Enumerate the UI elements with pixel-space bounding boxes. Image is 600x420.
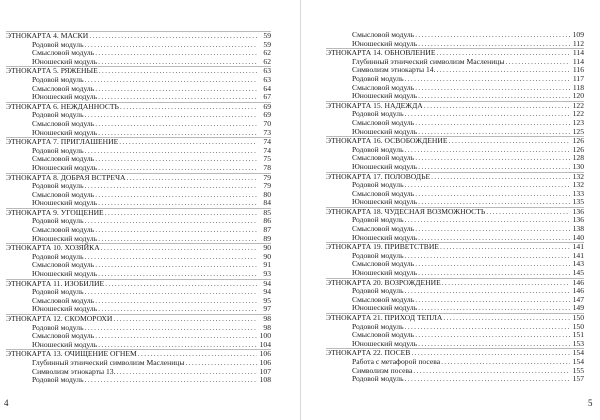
dot-leader <box>441 279 570 288</box>
toc-entry-page: 108 <box>259 375 271 385</box>
dot-leader <box>94 297 257 306</box>
toc-entry-title: Юношеский модуль <box>352 38 418 48</box>
toc-entry-page: 64 <box>263 83 271 93</box>
toc-section-row <box>6 341 271 350</box>
toc-entry-title: Смысловой модуль <box>352 330 415 340</box>
toc-entry-title: Родовой модуль <box>32 287 84 297</box>
toc-entry-title: Родовой модуль <box>32 181 84 191</box>
dot-leader <box>94 155 257 164</box>
toc-section-row <box>6 376 271 385</box>
dot-leader <box>417 340 570 349</box>
toc-entry-title: Смысловой модуль <box>32 260 95 270</box>
dot-leader <box>97 305 257 314</box>
dot-leader <box>94 261 257 270</box>
toc-section-row <box>326 234 584 243</box>
toc-section-row <box>326 128 584 137</box>
dot-leader <box>414 260 570 269</box>
toc-entry-title: Смысловой модуль <box>352 188 415 198</box>
toc-entry-title: Родовой модуль <box>32 216 84 226</box>
toc-entry-page: 133 <box>572 188 584 198</box>
dot-leader <box>485 208 570 217</box>
toc-section-row <box>6 305 271 314</box>
toc-entry-title: Юношеский модуль <box>352 338 418 348</box>
toc-entry-title: Юношеский модуль <box>32 304 98 314</box>
toc-entry-title: ЭТНОКАРТА 18. ЧУДЕСНАЯ ВОЗМОЖНОСТЬ <box>326 206 486 216</box>
toc-entry-title: Родовой модуль <box>32 251 84 261</box>
toc-entry-title: Смысловой модуль <box>32 225 95 235</box>
toc-entry-page: 136 <box>572 215 584 225</box>
dot-leader <box>98 67 257 76</box>
toc-entry-page: 70 <box>263 118 271 128</box>
dot-leader <box>84 217 257 226</box>
toc-entry-title: Юношеский модуль <box>32 162 98 172</box>
dot-leader <box>94 120 257 129</box>
toc-entry-page: 114 <box>572 48 584 58</box>
dot-leader <box>404 375 570 384</box>
toc-entry-title: ЭТНОКАРТА 6. НЕЖДАННОСТЬ <box>6 101 119 111</box>
dot-leader <box>436 66 570 75</box>
toc-entry-title: Родовой модуль <box>32 110 84 120</box>
toc-section-row <box>6 270 271 279</box>
toc-entry-page: 130 <box>572 161 584 171</box>
toc-entry-title: Родовой модуль <box>352 109 404 119</box>
dot-leader <box>417 304 570 313</box>
toc-entry-page: 154 <box>572 348 584 358</box>
toc-entry-title: Юношеский модуль <box>32 269 98 279</box>
toc-entry-title: Смысловой модуль <box>32 118 95 128</box>
toc-entry-page: 155 <box>572 365 584 375</box>
toc-entry-title: ЭТНОКАРТА 20. ВОЗРОЖДЕНИЕ <box>326 277 441 287</box>
toc-entry-title: Родовой модуль <box>352 374 404 384</box>
toc-section-row <box>326 340 584 349</box>
toc-entry-title: Символизм этнокарты 13. <box>32 366 116 376</box>
toc-entry-title: Родовой модуль <box>352 144 404 154</box>
toc-left <box>6 31 271 385</box>
dot-leader <box>430 173 570 182</box>
toc-entry-page: 98 <box>263 314 271 323</box>
toc-section-row <box>6 129 271 138</box>
toc-entry-title: Глубинный этнический символизм Масленицы <box>32 357 185 367</box>
toc-entry-page: 122 <box>572 100 584 110</box>
toc-entry-title: Родовой модуль <box>352 321 404 331</box>
toc-entry-page: 136 <box>572 206 584 216</box>
toc-section-row <box>326 198 584 207</box>
dot-leader <box>118 138 257 147</box>
dot-leader <box>404 110 570 119</box>
toc-entry-title: Смысловой модуль <box>352 224 415 234</box>
toc-entry-page: 80 <box>263 189 271 199</box>
dot-leader <box>112 315 257 324</box>
toc-section-row <box>6 93 271 102</box>
toc-entry-title: ЭТНОКАРТА 4. МАСКИ <box>6 31 89 40</box>
toc-section-row <box>326 92 584 101</box>
dot-leader <box>94 226 257 235</box>
toc-entry-page: 125 <box>572 126 584 136</box>
dot-leader <box>440 358 570 367</box>
page-gutter-divider <box>300 0 301 420</box>
toc-entry-page: 69 <box>263 101 271 111</box>
toc-entry-title: ЭТНОКАРТА 19. ПРИВЕТСТВИЕ <box>326 242 439 252</box>
toc-entry-page: 135 <box>572 197 584 207</box>
dot-leader <box>404 252 570 261</box>
toc-entry-title: ЭТНОКАРТА 12. СКОМОРОХИ <box>6 314 113 323</box>
dot-leader <box>404 181 570 190</box>
dot-leader <box>100 244 257 253</box>
toc-entry-page: 141 <box>572 242 584 252</box>
toc-entry-page: 126 <box>572 136 584 146</box>
toc-entry-title: Смысловой модуль <box>32 189 95 199</box>
dot-leader <box>417 198 570 207</box>
dot-leader <box>412 367 570 376</box>
toc-entry-page: 94 <box>263 278 271 288</box>
dot-leader <box>404 75 570 84</box>
toc-entry-page: 59 <box>263 39 271 49</box>
toc-entry-page: 93 <box>263 269 271 279</box>
toc-entry-page: 106 <box>259 349 271 359</box>
dot-leader <box>126 174 258 183</box>
dot-leader <box>404 216 570 225</box>
toc-entry-page: 128 <box>572 153 584 163</box>
toc-entry-title: Родовой модуль <box>32 145 84 155</box>
toc-entry-page: 140 <box>572 232 584 242</box>
toc-section-row <box>6 235 271 244</box>
page-number-left: 4 <box>4 398 9 408</box>
toc-entry-title: Юношеский модуль <box>32 233 98 243</box>
toc-entry-page: 86 <box>263 216 271 226</box>
dot-leader <box>119 103 257 112</box>
toc-entry-page: 146 <box>572 277 584 287</box>
dot-leader <box>414 190 570 199</box>
toc-entry-title: Юношеский модуль <box>32 56 98 66</box>
toc-entry-title: ЭТНОКАРТА 8. ДОБРАЯ ВСТРЕЧА <box>6 172 126 182</box>
dot-leader <box>404 146 570 155</box>
dot-leader <box>88 32 257 41</box>
toc-entry-page: 74 <box>263 137 271 147</box>
toc-entry-page: 62 <box>263 56 271 66</box>
toc-entry-page: 78 <box>263 162 271 172</box>
dot-leader <box>84 147 257 156</box>
dot-leader <box>97 93 257 102</box>
dot-leader <box>448 137 570 146</box>
toc-entry-title: Глубинный этнический символизм Масленицы <box>352 56 505 66</box>
toc-entry-title: Родовой модуль <box>352 180 404 190</box>
dot-leader <box>116 368 257 377</box>
toc-entry-title: Родовой модуль <box>32 322 84 332</box>
toc-entry-title: ЭТНОКАРТА 10. ХОЗЯЙКА <box>6 243 100 253</box>
dot-leader <box>184 359 257 368</box>
toc-section-row <box>6 199 271 208</box>
toc-entry-page: 91 <box>263 260 271 270</box>
dot-leader <box>104 209 257 218</box>
toc-section-row <box>326 269 584 278</box>
toc-entry-page: 95 <box>263 295 271 305</box>
toc-entry-page: 132 <box>572 180 584 190</box>
toc-entry-page: 59 <box>263 31 271 40</box>
toc-entry-page: 147 <box>572 294 584 304</box>
dot-leader <box>414 154 570 163</box>
toc-entry-title: Смысловой модуль <box>352 117 415 127</box>
toc-entry-page: 100 <box>259 331 271 341</box>
toc-entry-page: 153 <box>572 338 584 348</box>
toc-entry-page: 98 <box>263 322 271 332</box>
toc-entry-title: Юношеский модуль <box>32 198 98 208</box>
toc-section-row <box>326 375 584 384</box>
toc-entry-page: 132 <box>572 171 584 181</box>
dot-leader <box>84 324 257 333</box>
dot-leader <box>414 119 570 128</box>
toc-entry-title: ЭТНОКАРТА 22. ПОСЕВ <box>326 348 411 358</box>
toc-entry-title: Юношеский модуль <box>32 127 98 137</box>
toc-entry-title: Смысловой модуль <box>32 83 95 93</box>
toc-entry-title: Символизм посева <box>352 365 413 375</box>
toc-entry-title: ЭТНОКАРТА 17. ПОЛОВОДЬЕ <box>326 171 431 181</box>
dot-leader <box>94 85 257 94</box>
toc-entry-title: ЭТНОКАРТА 13. ОЧИЩЕНИЕ ОГНЕМ <box>6 349 137 359</box>
toc-entry-title: ЭТНОКАРТА 15. НАДЕЖДА <box>326 100 423 110</box>
toc-entry-page: 117 <box>572 73 584 83</box>
dot-leader <box>84 182 257 191</box>
dot-leader <box>97 58 257 67</box>
toc-entry-title: Юношеский модуль <box>352 268 418 278</box>
dot-leader <box>439 243 570 252</box>
toc-entry-page: 69 <box>263 110 271 120</box>
toc-section-row <box>326 163 584 172</box>
dot-leader <box>417 163 570 172</box>
toc-entry-title: Смысловой модуль <box>352 294 415 304</box>
toc-entry-title: Символизм этнокарты 14. <box>352 65 436 75</box>
toc-entry-title: ЭТНОКАРТА 5. РЯЖЕНЫЕ <box>6 66 98 76</box>
toc-entry-page: 109 <box>572 30 584 39</box>
dot-leader <box>504 58 570 67</box>
toc-entry-title: Родовой модуль <box>32 39 84 49</box>
dot-leader <box>414 84 570 93</box>
toc-entry-title: ЭТНОКАРТА 21. ПРИХОД ТЕПЛА <box>326 313 443 322</box>
toc-entry-title: ЭТНОКАРТА 11. ИЗОБИЛИЕ <box>6 278 105 288</box>
toc-entry-title: ЭТНОКАРТА 9. УГОЩЕНИЕ <box>6 207 104 217</box>
dot-leader <box>84 41 257 50</box>
toc-entry-title: Смысловой модуль <box>352 153 415 163</box>
toc-entry-page: 84 <box>263 198 271 208</box>
toc-entry-title: Юношеский модуль <box>352 161 418 171</box>
dot-leader <box>97 341 257 350</box>
toc-entry-page: 90 <box>263 251 271 261</box>
toc-entry-page: 123 <box>572 117 584 127</box>
toc-entry-page: 149 <box>572 303 584 313</box>
toc-entry-title: Смысловой модуль <box>32 154 95 164</box>
toc-entry-page: 63 <box>263 66 271 76</box>
dot-leader <box>104 280 257 289</box>
toc-entry-title: Родовой модуль <box>32 74 84 84</box>
toc-entry-page: 122 <box>572 109 584 119</box>
dot-leader <box>417 40 570 49</box>
dot-leader <box>84 376 257 385</box>
toc-entry-title: Смысловой модуль <box>352 30 415 39</box>
toc-entry-page: 85 <box>263 207 271 217</box>
toc-entry-title: Юношеский модуль <box>352 303 418 313</box>
toc-entry-page: 104 <box>259 339 271 349</box>
dot-leader <box>404 287 570 296</box>
toc-entry-title: Юношеский модуль <box>32 339 98 349</box>
dot-leader <box>97 164 257 173</box>
toc-entry-title: Юношеский модуль <box>32 92 98 102</box>
dot-leader <box>84 288 257 297</box>
dot-leader <box>414 225 570 234</box>
toc-entry-page: 67 <box>263 92 271 102</box>
toc-entry-page: 118 <box>572 82 584 92</box>
toc-section-row <box>6 164 271 173</box>
dot-leader <box>97 129 257 138</box>
dot-leader <box>442 314 570 323</box>
toc-entry-page: 145 <box>572 268 584 278</box>
toc-entry-title: Работа с метафорой посева <box>352 356 441 366</box>
toc-entry-page: 146 <box>572 286 584 296</box>
toc-entry-page: 73 <box>263 127 271 137</box>
toc-entry-title: Юношеский модуль <box>352 232 418 242</box>
dot-leader <box>97 199 257 208</box>
toc-entry-title: Родовой модуль <box>352 73 404 83</box>
toc-entry-page: 75 <box>263 154 271 164</box>
dot-leader <box>417 92 570 101</box>
toc-entry-page: 94 <box>263 287 271 297</box>
toc-entry-title: Юношеский модуль <box>352 126 418 136</box>
dot-leader <box>94 191 257 200</box>
toc-entry-title: Родовой модуль <box>352 286 404 296</box>
toc-entry-page: 89 <box>263 233 271 243</box>
toc-entry-page: 87 <box>263 225 271 235</box>
toc-entry-page: 63 <box>263 74 271 84</box>
toc-entry-page: 107 <box>259 366 271 376</box>
dot-leader <box>94 332 257 341</box>
toc-entry-page: 138 <box>572 224 584 234</box>
toc-entry-page: 141 <box>572 250 584 260</box>
dot-leader <box>417 128 570 137</box>
toc-entry-page: 79 <box>263 181 271 191</box>
toc-entry-title: Смысловой модуль <box>32 48 95 58</box>
dot-leader <box>97 235 257 244</box>
toc-entry-page: 143 <box>572 259 584 269</box>
toc-entry-page: 116 <box>572 65 584 75</box>
toc-entry-page: 97 <box>263 304 271 314</box>
dot-leader <box>417 269 570 278</box>
dot-leader <box>84 76 257 85</box>
toc-entry-page: 120 <box>572 91 584 101</box>
toc-entry-page: 90 <box>263 243 271 253</box>
toc-section-row <box>6 58 271 67</box>
dot-leader <box>414 31 570 40</box>
toc-entry-page: 114 <box>572 56 584 66</box>
toc-section-row <box>326 40 584 49</box>
dot-leader <box>417 234 570 243</box>
toc-entry-page: 150 <box>572 313 584 322</box>
toc-entry-title: Смысловой модуль <box>32 295 95 305</box>
toc-entry-page: 79 <box>263 172 271 182</box>
toc-entry-page: 62 <box>263 48 271 58</box>
toc-entry-page: 150 <box>572 321 584 331</box>
dot-leader <box>414 331 570 340</box>
toc-entry-title: Смысловой модуль <box>352 259 415 269</box>
toc-right <box>326 31 584 384</box>
toc-entry-title: Родовой модуль <box>32 375 84 385</box>
dot-leader <box>404 323 570 332</box>
toc-entry-page: 74 <box>263 145 271 155</box>
toc-entry-page: 126 <box>572 144 584 154</box>
toc-entry-title: Юношеский модуль <box>352 91 418 101</box>
toc-entry-page: 154 <box>572 356 584 366</box>
toc-entry-title: Смысловой модуль <box>352 82 415 92</box>
toc-section-row <box>326 304 584 313</box>
toc-entry-title: Родовой модуль <box>352 215 404 225</box>
dot-leader <box>84 111 257 120</box>
toc-entry-title: Родовой модуль <box>352 250 404 260</box>
toc-entry-page: 106 <box>259 357 271 367</box>
toc-entry-title: ЭТНОКАРТА 16. ОСВОБОЖДЕНИЕ <box>326 136 448 146</box>
toc-entry-page: 112 <box>572 38 584 48</box>
toc-entry-page: 157 <box>572 374 584 384</box>
dot-leader <box>97 270 257 279</box>
toc-entry-title: Юношеский модуль <box>352 197 418 207</box>
toc-entry-title: Смысловой модуль <box>32 331 95 341</box>
page-number-right: 5 <box>588 398 593 408</box>
dot-leader <box>94 49 257 58</box>
dot-leader <box>84 253 257 262</box>
dot-leader <box>414 296 570 305</box>
toc-entry-page: 151 <box>572 330 584 340</box>
dot-leader <box>423 102 570 111</box>
toc-entry-title: ЭТНОКАРТА 14. ОБНОВЛЕНИЕ <box>326 48 436 58</box>
toc-entry-title: ЭТНОКАРТА 7. ПРИГЛАШЕНИЕ <box>6 137 119 147</box>
